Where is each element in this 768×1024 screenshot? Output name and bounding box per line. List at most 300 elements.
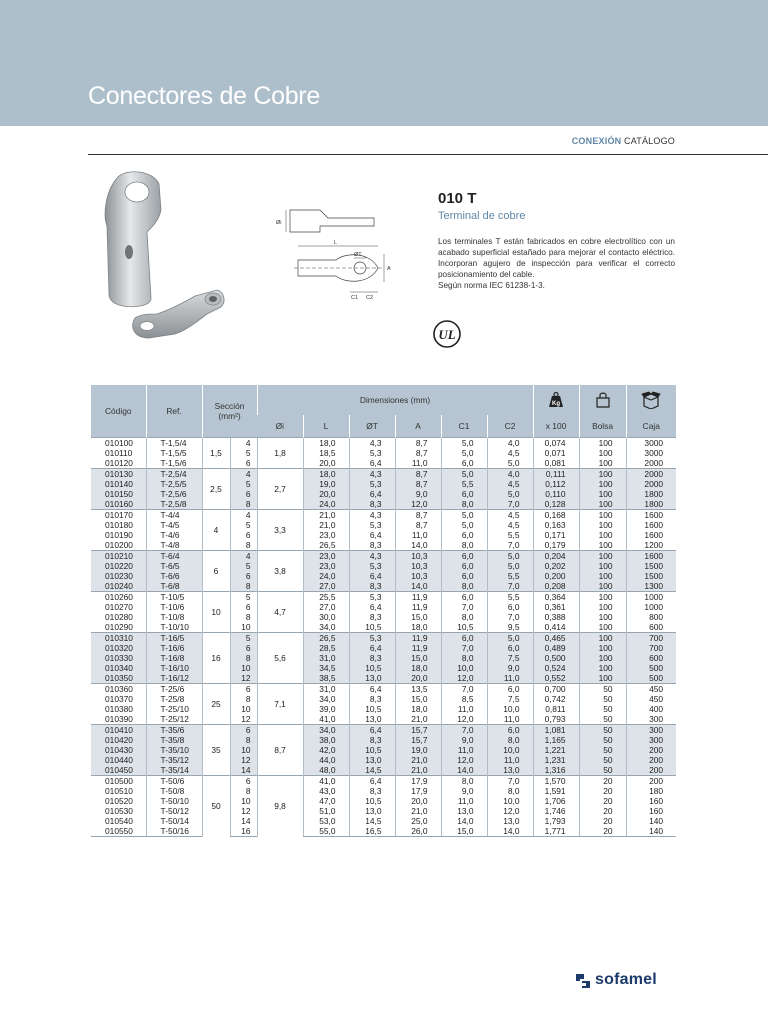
table-row	[91, 448, 676, 458]
cell-dt: 6,4	[349, 571, 395, 581]
table-row	[91, 437, 676, 448]
cell-weight: 0,074	[533, 437, 579, 448]
cell-codigo: 010160	[91, 499, 146, 510]
table-row	[91, 816, 676, 826]
ul-mark-icon	[432, 319, 462, 349]
table-row	[91, 550, 676, 561]
cell-caja: 140	[626, 826, 676, 837]
drawing-label-c1: C1	[351, 295, 359, 301]
cell-bolsa: 100	[579, 591, 626, 602]
cell-ref: T-6/5	[146, 561, 202, 571]
cell-caja: 140	[626, 816, 676, 826]
cell-bolsa: 50	[579, 694, 626, 704]
cell-a: 15,7	[395, 735, 441, 745]
cell-a: 18,0	[395, 704, 441, 714]
cell-a: 11,9	[395, 591, 441, 602]
cell-l: 34,5	[303, 663, 349, 673]
cell-codigo: 010130	[91, 468, 146, 479]
table-row	[91, 561, 676, 571]
cell-seccion: 1,5	[202, 437, 230, 468]
cell-seccion-size: 10	[230, 796, 257, 806]
cell-weight: 0,168	[533, 509, 579, 520]
cell-bolsa: 20	[579, 796, 626, 806]
cell-weight: 0,204	[533, 550, 579, 561]
cell-a: 14,0	[395, 540, 441, 551]
cell-l: 30,0	[303, 612, 349, 622]
cell-caja: 180	[626, 786, 676, 796]
cell-seccion-size: 6	[230, 571, 257, 581]
cell-a: 17,9	[395, 775, 441, 786]
cell-seccion-size: 10	[230, 622, 257, 633]
cell-dt: 6,4	[349, 458, 395, 469]
cell-caja: 160	[626, 806, 676, 816]
cell-caja: 300	[626, 714, 676, 725]
cell-seccion: 2,5	[202, 468, 230, 509]
cell-c1: 6,0	[441, 458, 487, 469]
cell-l: 53,0	[303, 816, 349, 826]
cell-seccion-size: 12	[230, 755, 257, 765]
cell-seccion-size: 8	[230, 735, 257, 745]
cell-c2: 13,0	[487, 816, 533, 826]
cell-bolsa: 20	[579, 826, 626, 837]
cell-l: 55,0	[303, 826, 349, 837]
cell-di: 5,6	[257, 632, 303, 683]
cell-weight: 1,793	[533, 816, 579, 826]
cell-c2: 14,0	[487, 826, 533, 837]
cell-bolsa: 100	[579, 663, 626, 673]
cell-a: 26,0	[395, 826, 441, 837]
cell-bolsa: 100	[579, 602, 626, 612]
cell-ref: T-2,5/8	[146, 499, 202, 510]
cell-dt: 8,3	[349, 786, 395, 796]
description-standard: Según norma IEC 61238-1-3.	[438, 281, 545, 290]
cell-a: 17,9	[395, 786, 441, 796]
cell-a: 10,3	[395, 550, 441, 561]
cell-seccion-size: 8	[230, 540, 257, 551]
cell-codigo: 010340	[91, 663, 146, 673]
cell-weight: 1,316	[533, 765, 579, 776]
cell-dt: 10,5	[349, 663, 395, 673]
cell-c1: 5,0	[441, 448, 487, 458]
header-banner	[0, 0, 768, 126]
table-row	[91, 735, 676, 745]
cell-seccion-size: 4	[230, 550, 257, 561]
cell-codigo: 010540	[105, 815, 133, 826]
cell-dt: 5,3	[349, 520, 395, 530]
cell-dt: 6,4	[349, 602, 395, 612]
cell-a: 12,0	[395, 499, 441, 510]
cell-dt: 8,3	[349, 653, 395, 663]
cell-c2: 6,0	[487, 643, 533, 653]
cell-a: 8,7	[395, 509, 441, 520]
cell-c1: 7,0	[441, 602, 487, 612]
product-table	[91, 385, 676, 837]
cell-codigo: 010180	[105, 519, 133, 530]
cell-seccion-size: 4	[230, 437, 257, 448]
cell-weight: 0,500	[533, 653, 579, 663]
sofamel-logo	[574, 971, 684, 991]
cell-caja: 160	[626, 796, 676, 806]
cell-c1: 6,0	[441, 571, 487, 581]
cell-l: 34,0	[303, 724, 349, 735]
cell-dt: 14,5	[349, 765, 395, 776]
cell-weight: 0,128	[533, 499, 579, 510]
cell-seccion: 35	[202, 724, 230, 775]
cell-c1: 14,0	[441, 816, 487, 826]
cell-ref: T-16/5	[146, 632, 202, 643]
cell-bolsa: 100	[579, 653, 626, 663]
cell-ref: T-50/10	[146, 796, 202, 806]
cell-codigo: 010240	[91, 581, 146, 592]
drawing-label-c2: C2	[366, 295, 374, 301]
cell-c2: 10,0	[487, 704, 533, 714]
cell-weight: 0,388	[533, 612, 579, 622]
cell-l: 18,0	[303, 437, 349, 448]
cell-caja: 450	[626, 683, 676, 694]
cell-seccion: 10	[202, 591, 230, 632]
cell-weight: 0,793	[533, 714, 579, 725]
header-c1: C1	[441, 415, 487, 437]
cell-seccion-size: 6	[230, 724, 257, 735]
cell-ref: T-35/12	[146, 755, 202, 765]
cell-caja: 500	[626, 663, 676, 673]
cell-caja: 1600	[626, 509, 676, 520]
kg-weight-icon	[547, 391, 565, 409]
cell-a: 18,0	[395, 663, 441, 673]
cell-c1: 14,0	[441, 765, 487, 776]
cell-ref: T-10/5	[146, 591, 202, 602]
cell-c1: 15,0	[441, 826, 487, 837]
cell-c1: 5,0	[441, 520, 487, 530]
cell-l: 18,5	[303, 448, 349, 458]
cell-l: 21,0	[303, 520, 349, 530]
cell-l: 23,0	[303, 561, 349, 571]
cell-seccion-size: 8	[230, 499, 257, 510]
table-row	[91, 724, 676, 735]
cell-l: 34,0	[303, 694, 349, 704]
cell-c1: 6,0	[441, 550, 487, 561]
cell-caja: 3000	[626, 437, 676, 448]
cell-dt: 8,3	[349, 694, 395, 704]
cell-dt: 10,5	[349, 704, 395, 714]
cell-a: 21,0	[395, 755, 441, 765]
cell-bolsa: 100	[579, 468, 626, 479]
cell-c1: 10,5	[441, 622, 487, 633]
cell-dt: 8,3	[349, 735, 395, 745]
cell-c2: 13,0	[487, 765, 533, 776]
cell-caja: 200	[626, 775, 676, 786]
cell-seccion-size: 12	[230, 673, 257, 684]
cell-codigo: 010390	[105, 713, 133, 724]
header-seccion-unit: (mm²)	[218, 410, 241, 421]
description-text: Los terminales T están fabricados en cobre electrolítico con un acabado superficial estañado para mejorar el contacto eléctrico. Incorporan agujero de inspección para verificar el correcto posicionamiento del cable.	[438, 237, 675, 279]
cell-ref: T-35/6	[146, 724, 202, 735]
cell-codigo: 010420	[91, 735, 146, 745]
cell-c1: 9,0	[441, 786, 487, 796]
cell-a: 15,0	[395, 612, 441, 622]
cell-dt: 5,3	[349, 479, 395, 489]
cell-c1: 7,0	[441, 683, 487, 694]
cell-codigo: 010370	[105, 693, 133, 704]
cell-di: 7,1	[257, 683, 303, 724]
cell-ref: T-6/8	[146, 581, 202, 592]
breadcrumb	[572, 136, 675, 146]
cell-a: 11,0	[395, 530, 441, 540]
cell-weight: 0,465	[533, 632, 579, 643]
cell-dt: 8,3	[349, 581, 395, 592]
cell-bolsa: 100	[579, 632, 626, 643]
cell-l: 25,5	[303, 591, 349, 602]
cell-dt: 10,5	[349, 796, 395, 806]
cell-a: 10,3	[395, 571, 441, 581]
drawing-label-l: L	[334, 240, 338, 246]
cell-weight: 1,231	[533, 755, 579, 765]
cell-a: 18,0	[395, 622, 441, 633]
cell-l: 18,0	[303, 468, 349, 479]
cell-c2: 4,5	[487, 448, 533, 458]
cell-c2: 7,0	[487, 581, 533, 592]
cell-weight: 0,742	[533, 694, 579, 704]
cell-ref: T-4/4	[146, 509, 202, 520]
cell-c1: 5,0	[441, 509, 487, 520]
cell-caja: 450	[626, 694, 676, 704]
cell-c2: 4,5	[487, 509, 533, 520]
table-row	[91, 479, 676, 489]
cell-caja: 200	[626, 765, 676, 776]
cell-seccion: 16	[202, 632, 230, 683]
cell-a: 11,9	[395, 602, 441, 612]
cell-c2: 9,5	[487, 622, 533, 633]
cell-caja: 1800	[626, 499, 676, 510]
cell-weight: 0,081	[533, 458, 579, 469]
cell-seccion-size: 8	[230, 581, 257, 592]
cell-weight: 0,700	[533, 683, 579, 694]
cell-codigo: 010520	[105, 795, 133, 806]
cell-seccion: 50	[202, 775, 230, 836]
cell-ref: T-1,5/5	[146, 448, 202, 458]
cell-c2: 5,0	[487, 489, 533, 499]
cell-caja: 400	[626, 704, 676, 714]
cell-codigo: 010260	[91, 591, 146, 602]
cell-c2: 7,0	[487, 499, 533, 510]
cell-weight: 0,364	[533, 591, 579, 602]
header-divider	[88, 154, 768, 155]
cell-c1: 12,0	[441, 714, 487, 725]
cell-bolsa: 100	[579, 643, 626, 653]
cell-ref: T-25/12	[146, 714, 202, 725]
table-row	[91, 632, 676, 643]
cell-weight: 0,071	[533, 448, 579, 458]
cell-c1: 8,0	[441, 612, 487, 622]
cell-ref: T-2,5/6	[146, 489, 202, 499]
cell-weight: 1,591	[533, 786, 579, 796]
cell-dt: 5,3	[349, 561, 395, 571]
cell-c2: 5,5	[487, 571, 533, 581]
table-row	[91, 489, 676, 499]
cell-bolsa: 100	[579, 437, 626, 448]
cell-caja: 800	[626, 612, 676, 622]
cell-codigo: 010380	[105, 703, 133, 714]
cell-ref: T-1,5/4	[146, 437, 202, 448]
cell-codigo: 010330	[91, 653, 146, 663]
cell-a: 20,0	[395, 673, 441, 684]
cell-ref: T-50/8	[146, 786, 202, 796]
cell-c2: 7,5	[487, 653, 533, 663]
cell-seccion-size: 10	[230, 663, 257, 673]
table-row	[91, 653, 676, 663]
cell-caja: 1800	[626, 489, 676, 499]
cell-seccion-size: 6	[230, 775, 257, 786]
cell-a: 21,0	[395, 714, 441, 725]
cell-c2: 11,0	[487, 755, 533, 765]
cell-bolsa: 100	[579, 530, 626, 540]
cell-codigo: 010170	[91, 509, 146, 520]
cell-codigo: 010140	[91, 479, 146, 489]
header-bag-icon-cell	[579, 385, 626, 415]
cell-l: 38,5	[303, 673, 349, 684]
cell-caja: 600	[626, 622, 676, 633]
cell-bolsa: 50	[579, 735, 626, 745]
cell-dt: 4,3	[349, 550, 395, 561]
cell-bolsa: 100	[579, 509, 626, 520]
cell-caja: 700	[626, 632, 676, 643]
cell-c2: 6,0	[487, 724, 533, 735]
cell-codigo: 010100	[91, 437, 146, 448]
cell-ref: T-10/8	[146, 612, 202, 622]
cell-c2: 10,0	[487, 745, 533, 755]
cell-dt: 6,4	[349, 489, 395, 499]
table-row	[91, 509, 676, 520]
cell-c1: 6,0	[441, 561, 487, 571]
cell-a: 25,0	[395, 816, 441, 826]
cell-ref: T-10/6	[146, 602, 202, 612]
drawing-label-a: A	[387, 266, 391, 272]
cell-a: 8,7	[395, 468, 441, 479]
svg-text:UL: UL	[438, 327, 456, 342]
cell-ref: T-16/6	[146, 643, 202, 653]
cell-ref: T-6/4	[146, 550, 202, 561]
cell-c1: 8,0	[441, 499, 487, 510]
cell-l: 24,0	[303, 499, 349, 510]
cell-caja: 200	[626, 755, 676, 765]
cell-seccion-size: 6	[230, 602, 257, 612]
cell-l: 31,0	[303, 653, 349, 663]
cell-dt: 10,5	[349, 622, 395, 633]
cell-c1: 6,0	[441, 530, 487, 540]
cell-l: 20,0	[303, 458, 349, 469]
cell-seccion-size: 5	[230, 448, 257, 458]
cell-codigo: 010440	[91, 755, 146, 765]
cell-codigo: 010350	[91, 673, 146, 684]
cell-bolsa: 100	[579, 612, 626, 622]
cell-seccion-size: 16	[230, 826, 257, 837]
cell-c2: 6,0	[487, 602, 533, 612]
cell-bolsa: 100	[579, 673, 626, 684]
cell-ref: T-1,5/6	[146, 458, 202, 469]
cell-c2: 7,5	[487, 694, 533, 704]
cell-weight: 1,706	[533, 796, 579, 806]
cell-ref: T-6/6	[146, 571, 202, 581]
cell-bolsa: 100	[579, 448, 626, 458]
cell-dt: 4,3	[349, 509, 395, 520]
table-body	[91, 437, 676, 836]
cell-seccion-size: 10	[230, 704, 257, 714]
cell-c2: 11,0	[487, 714, 533, 725]
table-row	[91, 499, 676, 510]
cell-a: 9,0	[395, 489, 441, 499]
cell-l: 34,0	[303, 622, 349, 633]
cell-di: 3,8	[257, 550, 303, 591]
table-row	[91, 775, 676, 786]
cell-a: 10,3	[395, 561, 441, 571]
svg-text:Kg: Kg	[552, 401, 561, 407]
cell-dt: 13,0	[349, 806, 395, 816]
cell-dt: 5,3	[349, 632, 395, 643]
cell-bolsa: 100	[579, 479, 626, 489]
cell-c1: 6,0	[441, 489, 487, 499]
cell-seccion-size: 5	[230, 520, 257, 530]
cell-a: 19,0	[395, 745, 441, 755]
cell-l: 23,0	[303, 550, 349, 561]
table-row	[91, 458, 676, 469]
table-row	[91, 612, 676, 622]
cell-weight: 0,202	[533, 561, 579, 571]
cell-codigo: 010210	[91, 550, 146, 561]
header-ref: Ref.	[146, 385, 202, 437]
cell-di: 1,8	[257, 437, 303, 468]
cell-ref: T-25/10	[146, 704, 202, 714]
cell-l: 47,0	[303, 796, 349, 806]
cell-codigo: 010230	[91, 571, 146, 581]
cell-dt: 8,3	[349, 499, 395, 510]
cell-seccion-size: 10	[230, 745, 257, 755]
cell-bolsa: 50	[579, 714, 626, 725]
cell-ref: T-50/6	[146, 775, 202, 786]
cell-codigo: 010320	[91, 643, 146, 653]
cell-c1: 8,5	[441, 694, 487, 704]
cell-caja: 2000	[626, 458, 676, 469]
cell-weight: 0,112	[533, 479, 579, 489]
cell-ref: T-2,5/5	[146, 479, 202, 489]
cell-seccion-size: 4	[230, 509, 257, 520]
cell-a: 21,0	[395, 765, 441, 776]
header-weight-unit: x 100	[533, 415, 579, 437]
cell-l: 21,0	[303, 509, 349, 520]
cell-codigo: 010410	[91, 724, 146, 735]
cell-weight: 0,208	[533, 581, 579, 592]
header-di: Øi	[257, 415, 303, 437]
sofamel-logo-icon	[574, 972, 592, 990]
cell-c2: 5,0	[487, 550, 533, 561]
cell-weight: 0,361	[533, 602, 579, 612]
cell-c2: 5,0	[487, 561, 533, 571]
cell-seccion-size: 8	[230, 653, 257, 663]
cell-l: 44,0	[303, 755, 349, 765]
cell-weight: 0,200	[533, 571, 579, 581]
cell-bolsa: 100	[579, 561, 626, 571]
cell-dt: 6,4	[349, 724, 395, 735]
cell-weight: 0,110	[533, 489, 579, 499]
cell-a: 11,9	[395, 632, 441, 643]
cell-l: 26,5	[303, 540, 349, 551]
cell-l: 27,0	[303, 581, 349, 592]
cell-c2: 6,0	[487, 683, 533, 694]
cell-codigo: 010550	[91, 826, 146, 837]
cell-bolsa: 100	[579, 550, 626, 561]
cell-dt: 10,5	[349, 745, 395, 755]
cell-weight: 0,179	[533, 540, 579, 551]
cell-bolsa: 100	[579, 540, 626, 551]
